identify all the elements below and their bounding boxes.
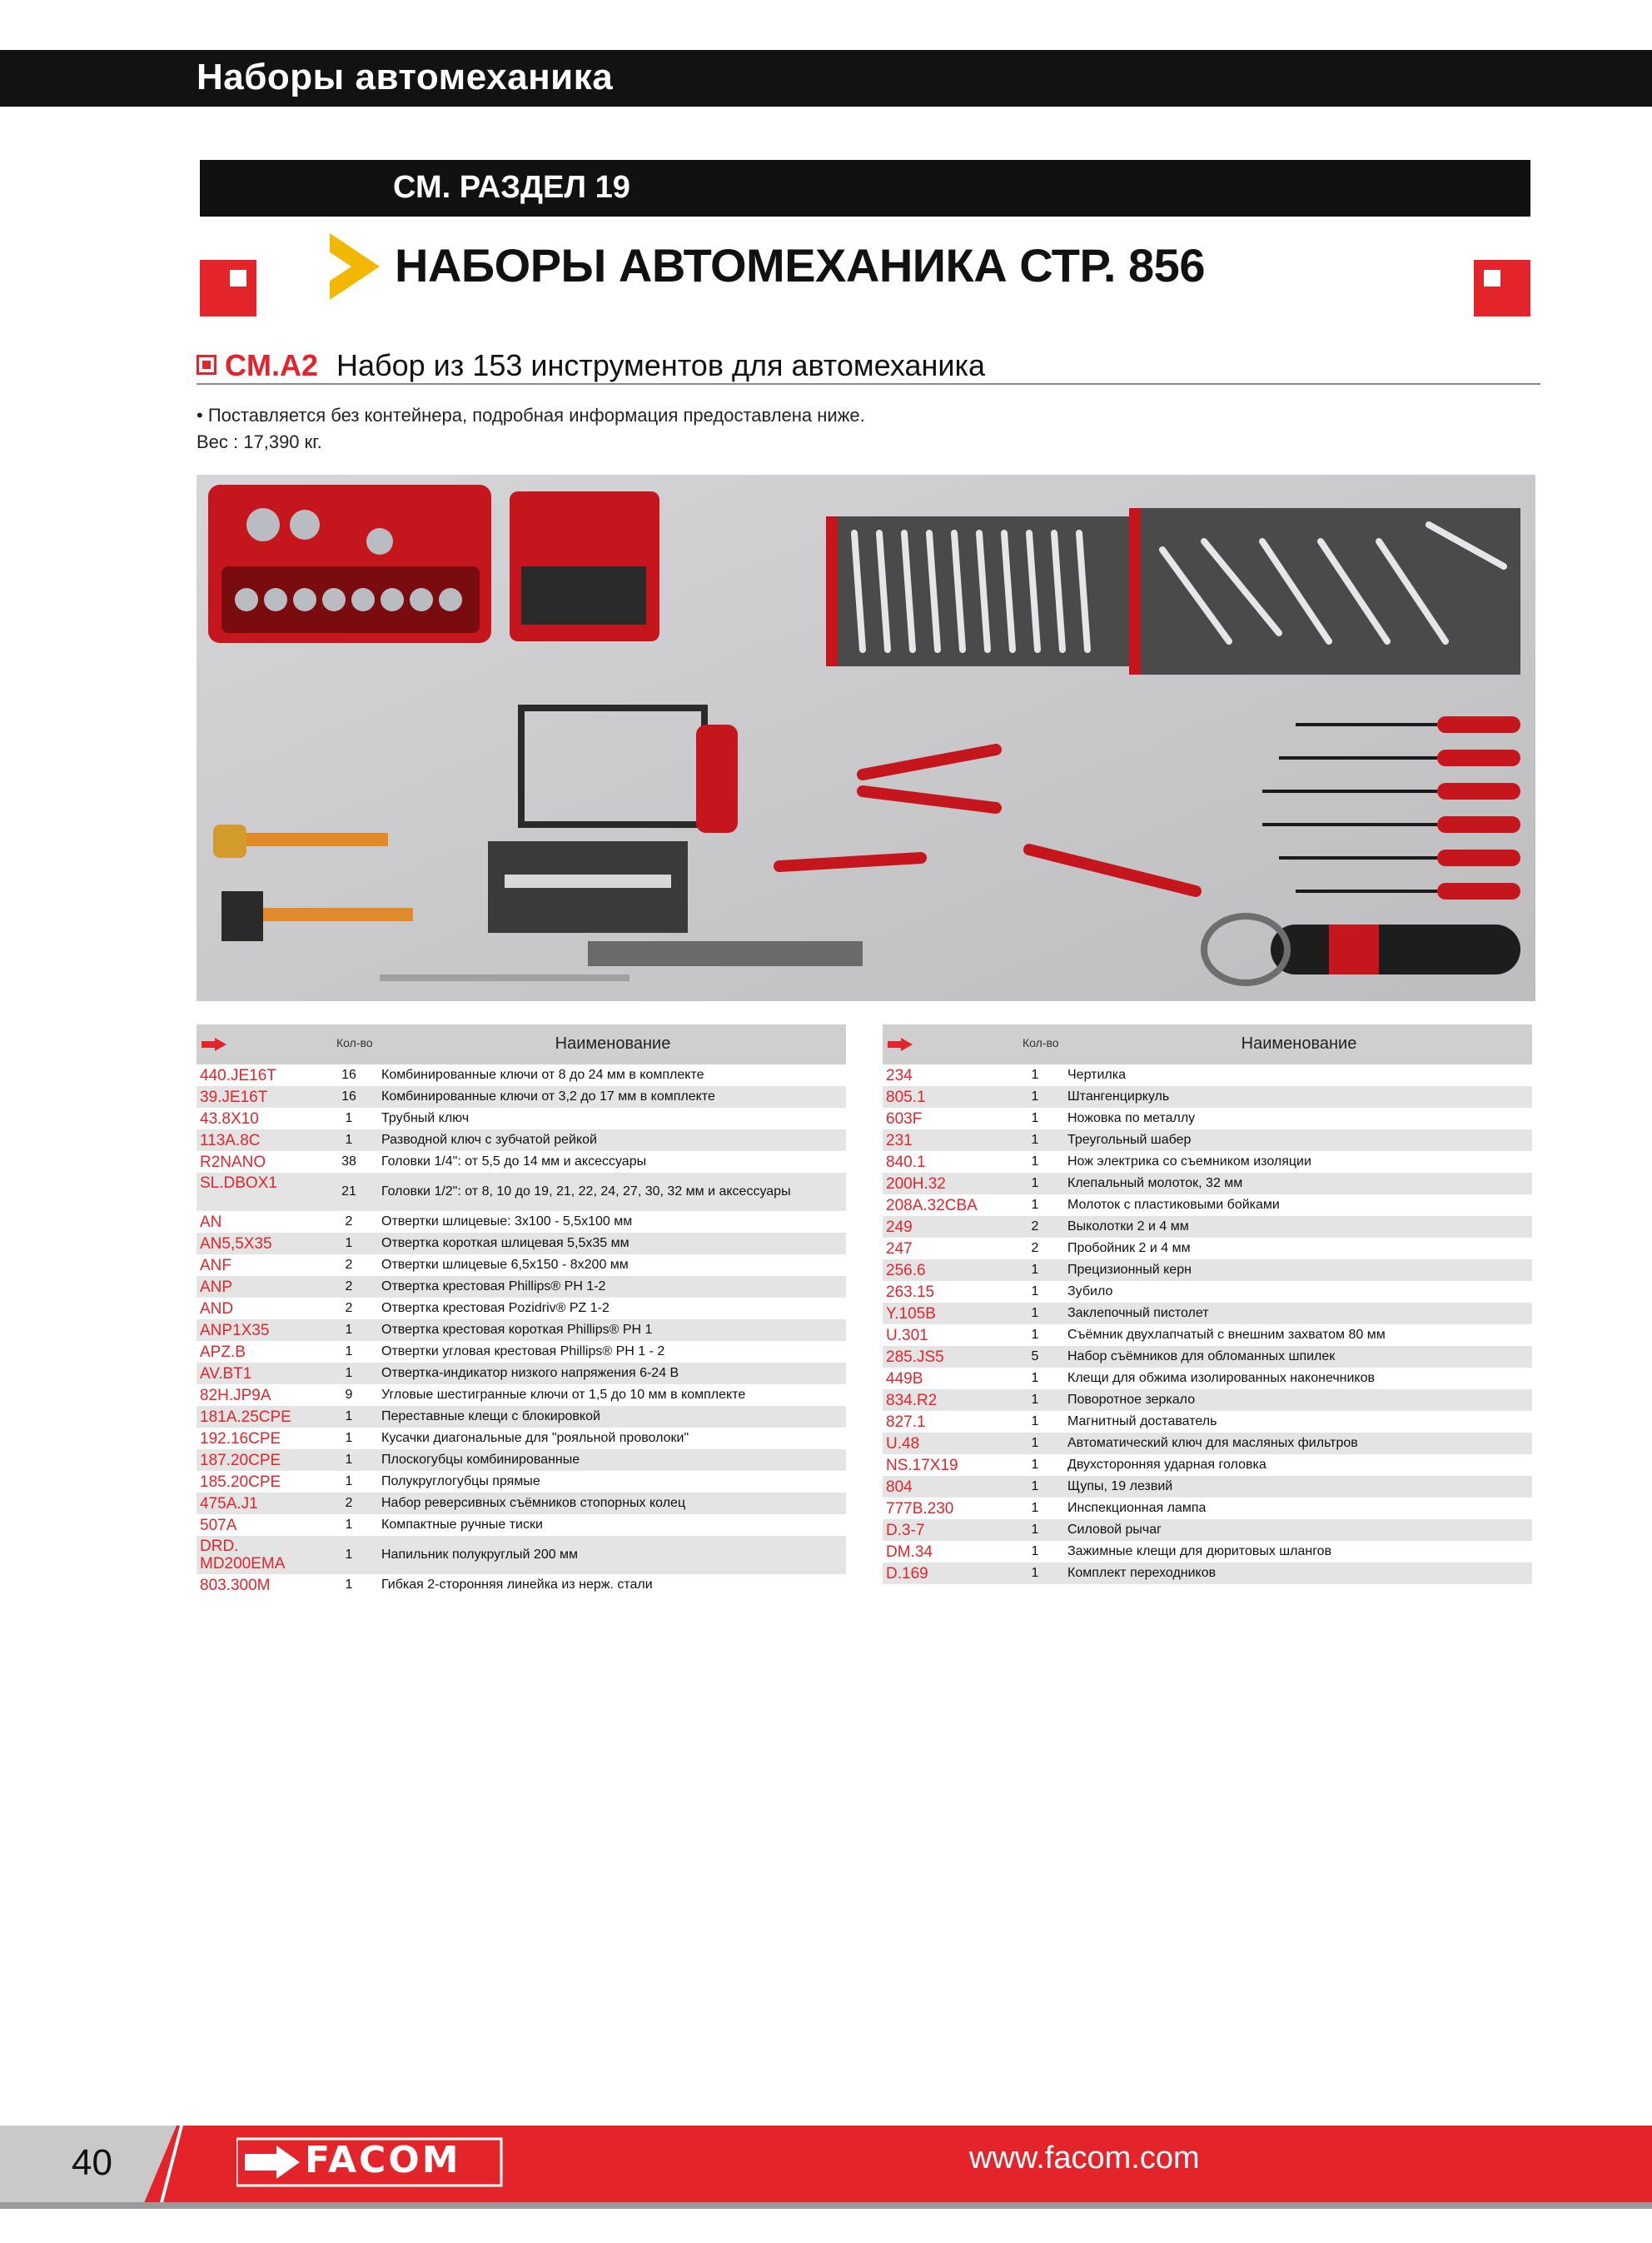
- table-row: [883, 1411, 1532, 1433]
- table-row: [883, 1476, 1532, 1498]
- part-code[interactable]: SL.DBOX1: [200, 1174, 277, 1192]
- part-description: Зажимные клещи для дюритовых шлангов: [1067, 1544, 1332, 1558]
- part-description: Клепальный молоток, 32 мм: [1067, 1176, 1243, 1190]
- part-code[interactable]: D.3-7: [886, 1522, 925, 1539]
- part-qty: 1: [1031, 1198, 1039, 1212]
- part-description: Напильник полукруглый 200 мм: [381, 1548, 579, 1562]
- part-qty: 1: [345, 1111, 353, 1125]
- name-column-header: Наименование: [1241, 1034, 1357, 1053]
- part-code[interactable]: 249: [886, 1219, 913, 1236]
- table-row: [197, 1276, 846, 1298]
- table-row: [883, 1173, 1532, 1194]
- part-description: Отвертка крестовая Pozidriv® PZ 1-2: [381, 1301, 610, 1315]
- part-qty: 1: [1031, 1111, 1039, 1125]
- part-code[interactable]: APZ.B: [200, 1343, 246, 1361]
- part-qty: 1: [345, 1133, 353, 1147]
- part-description: Головки 1/4": от 5,5 до 14 мм и аксессуары: [381, 1154, 647, 1169]
- part-qty: 5: [1031, 1349, 1039, 1363]
- part-code[interactable]: 113A.8C: [200, 1132, 261, 1149]
- facom-arrow-icon: [888, 1038, 913, 1051]
- product-photo: [197, 475, 1535, 1001]
- product-square-icon: [197, 355, 216, 375]
- table-row: [883, 1108, 1532, 1129]
- part-description: Компактные ручные тиски: [381, 1518, 543, 1532]
- bracket-bottom-right: [1474, 260, 1530, 317]
- table-row: [197, 1384, 846, 1406]
- part-description: Комбинированные ключи от 3,2 до 17 мм в комплекте: [381, 1089, 715, 1104]
- part-description: Отвертка короткая шлицевая 5,5x35 мм: [381, 1236, 629, 1250]
- part-description: Трубный ключ: [381, 1111, 470, 1125]
- part-code[interactable]: 192.16CPE: [200, 1430, 281, 1448]
- part-code[interactable]: 185.20CPE: [200, 1473, 281, 1491]
- table-row: [197, 1129, 846, 1151]
- part-code[interactable]: 804: [886, 1478, 913, 1496]
- table-row: [197, 1233, 846, 1254]
- part-description: Угловые шестигранные ключи от 1,5 до 10 мм в комплекте: [381, 1388, 746, 1402]
- part-code[interactable]: 82H.JP9A: [200, 1387, 271, 1404]
- part-qty: 38: [341, 1154, 356, 1169]
- table-header: [883, 1024, 1532, 1064]
- qty-column-header: Кол-во: [336, 1036, 373, 1049]
- part-code[interactable]: 827.1: [886, 1413, 926, 1431]
- part-qty: 1: [345, 1236, 353, 1250]
- part-description: Выколотки 2 и 4 мм: [1067, 1219, 1189, 1234]
- part-code[interactable]: R2NANO: [200, 1154, 266, 1171]
- chevron-inner-icon: [326, 250, 351, 283]
- part-qty: 1: [345, 1453, 353, 1467]
- part-qty: 1: [1031, 1306, 1039, 1320]
- table-row: [883, 1194, 1532, 1216]
- brand-name: FACOM: [305, 2139, 461, 2181]
- title-underline: [197, 383, 1540, 385]
- part-code[interactable]: NS.17X19: [886, 1457, 958, 1474]
- part-description: Отвертка крестовая Phillips® PH 1-2: [381, 1279, 606, 1293]
- table-row: [883, 1129, 1532, 1151]
- table-row: [197, 1406, 846, 1428]
- table-row: [883, 1324, 1532, 1346]
- part-description: Головки 1/2": от 8, 10 до 19, 21, 22, 24, 27, 30, 32 мм и аксессуары: [381, 1184, 791, 1199]
- part-code[interactable]: AN: [200, 1214, 222, 1231]
- part-code[interactable]: 777B.230: [886, 1500, 954, 1518]
- part-code[interactable]: 39.JE16T: [200, 1089, 268, 1106]
- part-description: Комбинированные ключи от 8 до 24 мм в комплекте: [381, 1068, 704, 1082]
- part-qty: 1: [345, 1323, 353, 1337]
- part-description: Отвертки шлицевые 6,5x150 - 8x200 мм: [381, 1258, 629, 1272]
- part-code[interactable]: D.169: [886, 1565, 928, 1583]
- table-row: [883, 1389, 1532, 1411]
- part-qty: 1: [345, 1578, 353, 1592]
- part-description: Чертилка: [1067, 1068, 1126, 1082]
- part-qty: 2: [1031, 1219, 1039, 1234]
- part-description: Нож электрика со съемником изоляции: [1067, 1154, 1311, 1169]
- part-code[interactable]: DM.34: [886, 1543, 933, 1561]
- facom-arrow-icon: [202, 1038, 226, 1051]
- part-qty: 21: [341, 1184, 356, 1199]
- table-row: [197, 1514, 846, 1536]
- part-code[interactable]: 803.300M: [200, 1577, 271, 1594]
- part-qty: 1: [1031, 1176, 1039, 1190]
- part-description: Разводной ключ с зубчатой рейкой: [381, 1133, 597, 1147]
- part-qty: 1: [1031, 1089, 1039, 1104]
- part-qty: 1: [345, 1548, 353, 1562]
- part-description: Кусачки диагональные для "рояльной проволоки": [381, 1431, 689, 1445]
- table-row: [197, 1471, 846, 1493]
- table-row: [883, 1498, 1532, 1519]
- part-description: Набор съёмников для обломанных шпилек: [1067, 1349, 1336, 1363]
- part-description: Набор реверсивных съёмников стопорных колец: [381, 1496, 686, 1510]
- page-number: 40: [72, 2142, 112, 2183]
- tool-set-illustration: [197, 475, 1535, 1001]
- part-code[interactable]: 507A: [200, 1517, 237, 1534]
- table-row: [197, 1341, 846, 1363]
- part-qty: 1: [1031, 1393, 1039, 1407]
- part-code[interactable]: 834.R2: [886, 1392, 938, 1409]
- table-body: [883, 1064, 1532, 1584]
- part-description: Зубило: [1067, 1284, 1113, 1298]
- table-row: [883, 1259, 1532, 1281]
- table-row: [197, 1108, 846, 1129]
- part-code[interactable]: 247: [886, 1240, 913, 1258]
- part-code[interactable]: 805.1: [886, 1089, 926, 1106]
- table-row: [197, 1211, 846, 1233]
- part-code[interactable]: 256.6: [886, 1262, 926, 1279]
- table-row: [883, 1216, 1532, 1238]
- part-code[interactable]: 440.JE16T: [200, 1067, 276, 1084]
- part-code[interactable]: AND: [200, 1300, 234, 1318]
- product-note: • Поставляется без контейнера, подробная информация предоставлена ниже.: [197, 405, 865, 426]
- part-qty: 1: [1031, 1371, 1039, 1385]
- part-qty: 1: [1031, 1566, 1039, 1580]
- part-description: Поворотное зеркало: [1067, 1393, 1196, 1407]
- part-description: Отвертки угловая крестовая Phillips® PH 1 - 2: [381, 1344, 665, 1358]
- section-title-link[interactable]: НАБОРЫ АВТОМЕХАНИКА СТР. 856: [395, 239, 1205, 292]
- part-qty: 1: [1031, 1436, 1039, 1450]
- part-qty: 1: [1031, 1458, 1039, 1472]
- part-qty: 1: [1031, 1328, 1039, 1342]
- part-code[interactable]: 200H.32: [886, 1175, 946, 1193]
- part-qty: 1: [345, 1431, 353, 1445]
- part-code[interactable]: 449B: [886, 1370, 923, 1388]
- table-row: [883, 1368, 1532, 1389]
- table-row: [197, 1254, 846, 1276]
- table-row: [197, 1536, 846, 1574]
- part-code[interactable]: Y.105B: [886, 1305, 936, 1323]
- bracket-bottom-left: [200, 260, 256, 317]
- table-row: [883, 1519, 1532, 1541]
- table-body: [197, 1064, 846, 1596]
- part-qty: 1: [1031, 1068, 1039, 1082]
- part-description: Клещи для обжима изолированных наконечников: [1067, 1371, 1375, 1385]
- part-qty: 2: [345, 1214, 353, 1229]
- part-qty: 1: [1031, 1523, 1039, 1537]
- part-description: Отвертка-индикатор низкого напряжения 6-24 В: [381, 1366, 679, 1380]
- table-row: [197, 1493, 846, 1514]
- part-qty: 16: [341, 1068, 356, 1082]
- table-row: [883, 1454, 1532, 1476]
- part-qty: 1: [1031, 1479, 1039, 1493]
- part-code[interactable]: AV.BT1: [200, 1365, 252, 1383]
- part-code[interactable]: 208A.32CBA: [886, 1197, 978, 1214]
- table-row: [197, 1151, 846, 1173]
- table-row: [883, 1151, 1532, 1173]
- part-description: Отвертки шлицевые: 3x100 - 5,5x100 мм: [381, 1214, 633, 1229]
- table-row: [883, 1281, 1532, 1303]
- part-description: Гибкая 2-сторонняя линейка из нерж. стали: [381, 1578, 653, 1592]
- part-code[interactable]: 187.20CPE: [200, 1452, 281, 1469]
- part-description: Заклепочный пистолет: [1067, 1306, 1209, 1320]
- table-row: [197, 1428, 846, 1449]
- part-code[interactable]: 285.JS5: [886, 1348, 944, 1366]
- part-code[interactable]: 840.1: [886, 1154, 926, 1171]
- part-description: Ножовка по металлу: [1067, 1111, 1196, 1125]
- table-row: [883, 1303, 1532, 1324]
- part-qty: 2: [345, 1301, 353, 1315]
- part-qty: 1: [345, 1344, 353, 1358]
- part-description: Автоматический ключ для масляных фильтров: [1067, 1436, 1358, 1450]
- table-row: [197, 1298, 846, 1319]
- part-description: Щупы, 19 лезвий: [1067, 1479, 1173, 1493]
- table-row: [883, 1086, 1532, 1108]
- table-row: [197, 1363, 846, 1384]
- part-code[interactable]: 603F: [886, 1110, 923, 1128]
- part-description: Магнитный доставатель: [1067, 1414, 1217, 1428]
- part-qty: 1: [345, 1366, 353, 1380]
- part-description: Переставные клещи с блокировкой: [381, 1409, 600, 1423]
- part-qty: 1: [345, 1474, 353, 1488]
- see-section-banner: [200, 160, 1530, 217]
- part-code[interactable]: 263.15: [886, 1283, 935, 1301]
- part-description: Полукруглогубцы прямые: [381, 1474, 540, 1488]
- table-row: [197, 1086, 846, 1108]
- qty-column-header: Кол-во: [1023, 1036, 1059, 1049]
- table-row: [197, 1449, 846, 1471]
- page-header-title: Наборы автомеханика: [197, 57, 614, 97]
- product-title: Набор из 153 инструментов для автомеханика: [336, 348, 986, 382]
- part-code[interactable]: 231: [886, 1132, 913, 1149]
- product-weight: Вес : 17,390 кг.: [197, 431, 322, 452]
- part-qty: 2: [345, 1258, 353, 1272]
- part-description: Силовой рычаг: [1067, 1523, 1162, 1537]
- footer-bottom-line: [0, 2202, 1652, 2209]
- part-code[interactable]: AN5,5X35: [200, 1235, 272, 1253]
- part-qty: 2: [1031, 1241, 1039, 1255]
- part-code[interactable]: U.48: [886, 1435, 920, 1453]
- part-description: Инспекционная лампа: [1067, 1501, 1207, 1515]
- part-qty: 1: [1031, 1154, 1039, 1169]
- part-description: Молоток с пластиковыми бойками: [1067, 1198, 1280, 1212]
- part-qty: 1: [345, 1409, 353, 1423]
- part-description: Комплект переходников: [1067, 1566, 1217, 1580]
- part-description: Съёмник двухлапчатый с внешним захватом 80 мм: [1067, 1328, 1386, 1342]
- part-description: Штангенциркуль: [1067, 1089, 1170, 1104]
- table-row: [883, 1238, 1532, 1259]
- table-row: [197, 1319, 846, 1341]
- table-header: [197, 1024, 846, 1064]
- part-code[interactable]: ANF: [200, 1257, 231, 1274]
- name-column-header: Наименование: [555, 1034, 671, 1053]
- part-code[interactable]: ANP1X35: [200, 1322, 270, 1339]
- table-row: [883, 1064, 1532, 1086]
- table-row: [197, 1574, 846, 1596]
- page-header-bar: [0, 50, 1652, 107]
- part-code[interactable]: U.301: [886, 1327, 928, 1344]
- part-qty: 2: [345, 1496, 353, 1510]
- part-code[interactable]: DRD. MD200EMA: [200, 1538, 286, 1573]
- part-qty: 1: [1031, 1501, 1039, 1515]
- table-row: [197, 1064, 846, 1086]
- part-description: Двухсторонняя ударная головка: [1067, 1458, 1266, 1472]
- table-row: [197, 1173, 846, 1211]
- product-code: CM.A2: [225, 348, 319, 382]
- parts-table-right: [883, 1024, 1532, 1584]
- website-link[interactable]: www.facom.com: [969, 2141, 1200, 2176]
- part-qty: 2: [345, 1279, 353, 1293]
- see-section-link[interactable]: СМ. РАЗДЕЛ 19: [393, 170, 630, 205]
- table-row: [883, 1433, 1532, 1454]
- part-qty: 1: [1031, 1284, 1039, 1298]
- part-code[interactable]: 475A.J1: [200, 1495, 258, 1513]
- part-description: Плоскогубцы комбинированные: [381, 1453, 580, 1467]
- part-description: Отвертка крестовая короткая Phillips® PH 1: [381, 1323, 653, 1337]
- part-description: Пробойник 2 и 4 мм: [1067, 1241, 1191, 1255]
- part-qty: 16: [341, 1089, 356, 1104]
- part-qty: 1: [345, 1518, 353, 1532]
- part-qty: 1: [1031, 1133, 1039, 1147]
- parts-table-left: [197, 1024, 846, 1596]
- table-row: [883, 1346, 1532, 1368]
- part-description: Треугольный шабер: [1067, 1133, 1192, 1147]
- part-code[interactable]: ANP: [200, 1279, 233, 1296]
- part-qty: 9: [345, 1388, 353, 1402]
- part-qty: 1: [1031, 1263, 1039, 1277]
- part-qty: 1: [1031, 1414, 1039, 1428]
- table-row: [883, 1541, 1532, 1563]
- part-description: Прецизионный керн: [1067, 1263, 1192, 1277]
- part-code[interactable]: 43.8X10: [200, 1110, 259, 1128]
- part-code[interactable]: 234: [886, 1067, 913, 1084]
- part-qty: 1: [1031, 1544, 1039, 1558]
- table-row: [883, 1563, 1532, 1584]
- part-code[interactable]: 181A.25CPE: [200, 1408, 291, 1426]
